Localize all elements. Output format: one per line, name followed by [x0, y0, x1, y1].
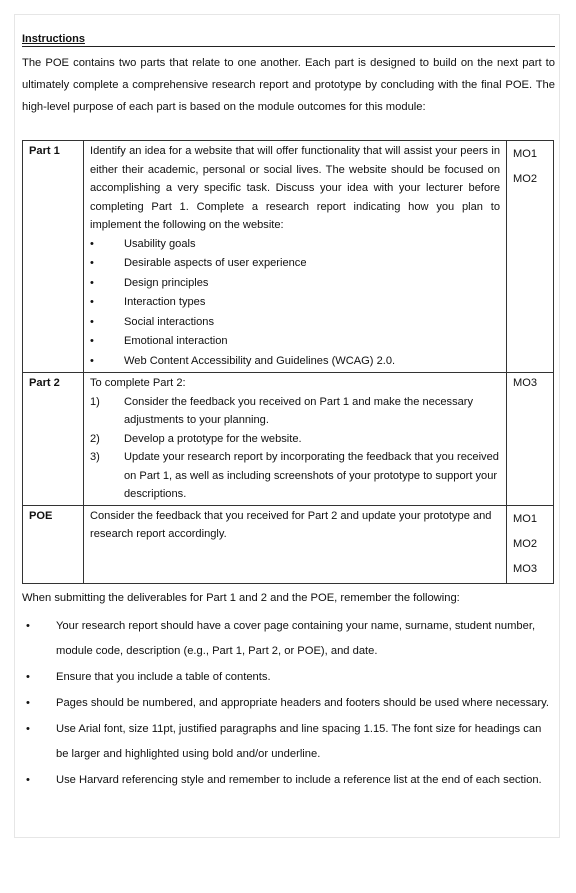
- outcome-code: MO3: [513, 377, 538, 389]
- outcome-code: MO3: [513, 562, 538, 575]
- list-item: • Social interactions: [90, 313, 500, 333]
- list-item: [90, 448, 500, 504]
- step-number: 1): [90, 395, 100, 408]
- part2-step-list: [90, 393, 500, 504]
- submission-section: [22, 592, 555, 794]
- part1-topic-list: [90, 235, 500, 372]
- outcome-code: MO2: [513, 537, 538, 550]
- parts-table: [22, 140, 554, 584]
- part-label: Part 2: [23, 373, 84, 506]
- outcome-code: MO1: [513, 512, 538, 525]
- table-row-part1: [23, 141, 554, 373]
- part-text: To complete Part 2:: [90, 377, 186, 389]
- list-item: • Pages should be numbered, and appropriate headers and footers should be used where necessary.: [22, 691, 555, 716]
- list-item: • Web Content Accessibility and Guidelines (WCAG) 2.0.: [90, 352, 500, 372]
- outcome-code: MO2: [513, 173, 538, 185]
- submission-requirements-list: [22, 614, 555, 793]
- list-item: • Usability goals: [90, 235, 500, 255]
- part-text: Consider the feedback that you received for Part 2 and update your prototype and research report accordingly.: [90, 509, 492, 540]
- list-item: • Design principles: [90, 274, 500, 294]
- table-row-part2: [23, 373, 554, 506]
- list-item: • Ensure that you include a table of contents.: [22, 665, 555, 690]
- module-outcomes: [507, 373, 554, 506]
- list-item: • Emotional interaction: [90, 332, 500, 352]
- list-item: • Use Harvard referencing style and remember to include a reference list at the end of each section.: [22, 768, 555, 793]
- module-outcomes: [507, 505, 554, 583]
- list-item: • Your research report should have a cover page containing your name, surname, student number, module code, description (e.g., Part 1, Part 2, or POE), and date.: [22, 614, 555, 664]
- step-text: Develop a prototype for the website.: [124, 432, 302, 445]
- submission-lead: When submitting the deliverables for Part 1 and 2 and the POE, remember the following:: [22, 592, 460, 604]
- module-outcomes: [507, 141, 554, 373]
- part-label: POE: [23, 505, 84, 583]
- outcome-code: MO1: [513, 148, 538, 160]
- instructions-heading: Instructions: [22, 33, 555, 47]
- list-item: • Use Arial font, size 11pt, justified paragraphs and line spacing 1.15. The font size for headings can be larger and highlighted using bold and/or underline.: [22, 717, 555, 767]
- list-item: [90, 393, 500, 430]
- part-description: [84, 373, 507, 506]
- step-text: Update your research report by incorporating the feedback that you received on Part 1, as well as including screenshots of your prototype to support your descriptions.: [124, 451, 499, 500]
- list-item: • Desirable aspects of user experience: [90, 254, 500, 274]
- part-description: [84, 505, 507, 583]
- table-row-poe: [23, 505, 554, 583]
- list-item: [90, 430, 500, 449]
- list-item: • Interaction types: [90, 293, 500, 313]
- step-number: 3): [90, 451, 100, 463]
- part-description: [84, 141, 507, 373]
- part-text: Identify an idea for a website that will offer functionality that will assist your peers in either their academic, personal or social lives. The website should be focused on accomplishing a very specific task. Discuss your idea with your lecturer before completing Part 1. Complete a research report indicating how you plan to implement the following on the website:: [90, 145, 500, 231]
- step-number: 2): [90, 432, 100, 445]
- intro-paragraph: The POE contains two parts that relate to one another. Each part is designed to build on the next part to ultimately complete a comprehensive research report and prototype by concluding with the final POE. The high-level purpose of each part is based on the module outcomes for this module:: [22, 57, 555, 113]
- part-label: Part 1: [23, 141, 84, 373]
- step-text: Consider the feedback you received on Part 1 and make the necessary adjustments to your planning.: [124, 395, 474, 426]
